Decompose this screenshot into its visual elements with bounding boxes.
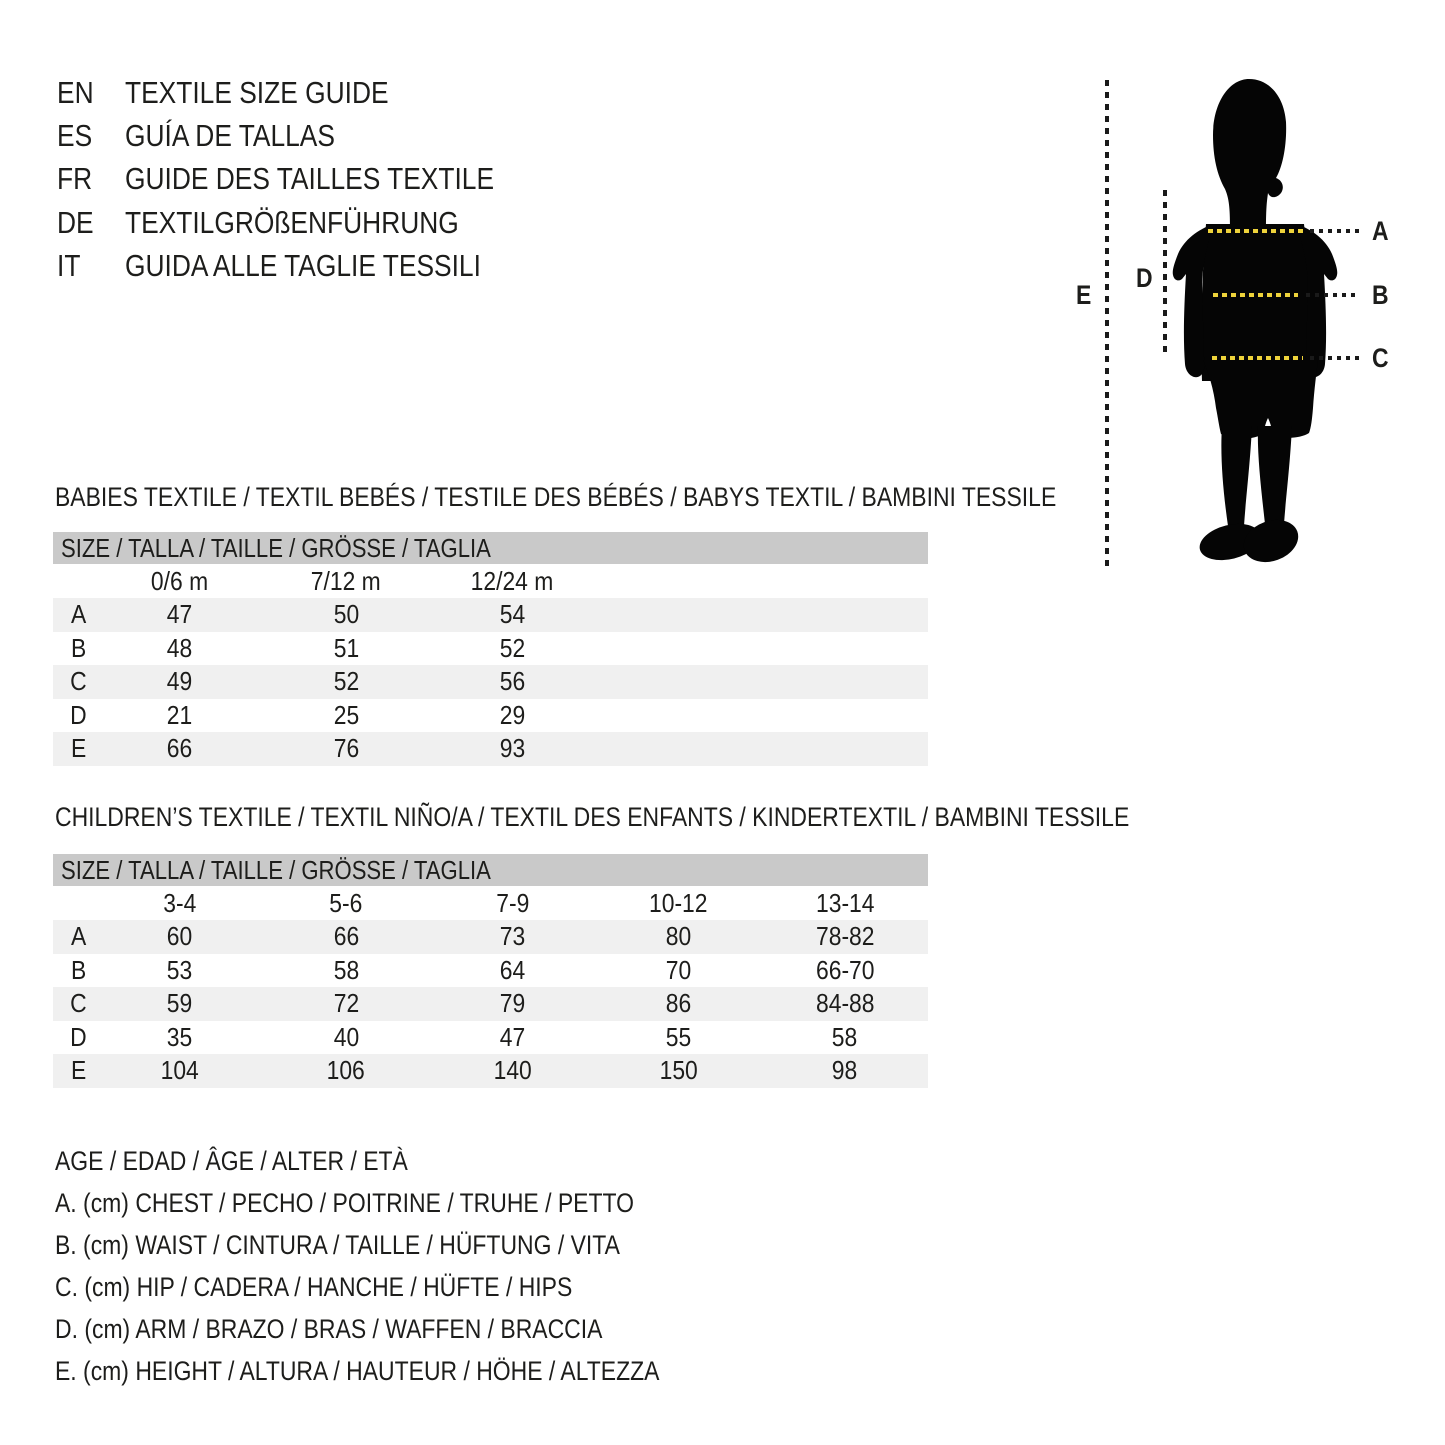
table-row: C 49 52 56 (53, 665, 928, 699)
table-row: E 104 106 140 150 98 (53, 1054, 928, 1088)
children-col-13-14: 13-14 (815, 887, 875, 918)
label-e: E (1076, 280, 1092, 310)
label-a: A (1372, 216, 1389, 246)
label-c: C (1372, 343, 1389, 373)
measurement-legend (55, 1140, 766, 1392)
children-col-5-6: 5-6 (329, 887, 363, 918)
lang-code-fr: FR (57, 161, 93, 197)
table-row: A 60 66 73 80 78-82 (53, 920, 928, 954)
table-row: B 48 51 52 (70, 632, 526, 663)
babies-age-header-row (53, 564, 928, 598)
table-row: B 53 58 64 70 66-70 (70, 954, 875, 985)
babies-col-12-24m: 12/24 m (471, 565, 554, 596)
table-row: E 66 76 93 (53, 732, 928, 766)
legend-age: AGE / EDAD / ÂGE / ALTER / ETÀ (55, 1146, 408, 1176)
babies-section-title: BABIES TEXTILE / TEXTIL BEBÉS / TESTILE DES BÉBÉS / BABYS TEXTIL / BAMBINI TESSILE (55, 482, 1057, 512)
children-col-10-12: 10-12 (649, 887, 708, 918)
table-row: C 59 72 79 86 84-88 (53, 987, 928, 1021)
table-row: D 21 25 29 (70, 699, 526, 730)
legend-chest: A. (cm) CHEST / PECHO / POITRINE / TRUHE / PETTO (55, 1188, 634, 1218)
measure-line-b-body (1213, 293, 1298, 297)
lang-code-de: DE (57, 204, 94, 240)
babies-table (53, 564, 928, 766)
measure-line-c (1310, 356, 1362, 360)
lang-code-en: EN (57, 74, 94, 110)
lang-code-it: IT (57, 247, 81, 283)
measure-line-a-body (1208, 229, 1304, 233)
legend-hip: C. (cm) HIP / CADERA / HANCHE / HÜFTE / HIPS (55, 1272, 573, 1302)
children-col-3-4: 3-4 (163, 887, 197, 918)
babies-size-table (53, 532, 928, 766)
lang-code-es: ES (57, 117, 93, 153)
measurement-figure (0, 0, 1445, 620)
children-section-title: CHILDREN’S TEXTILE / TEXTIL NIÑO/A / TEXTIL DES ENFANTS / KINDERTEXTIL / BAMBINI TESSILE (55, 802, 1130, 832)
children-table (53, 886, 928, 1088)
label-d: D (1136, 263, 1153, 293)
lang-title-de: TEXTILGRÖßENFÜHRUNG (125, 204, 459, 240)
measure-line-c-body (1212, 356, 1303, 360)
lang-title-en: TEXTILE SIZE GUIDE (125, 74, 389, 110)
label-b: B (1372, 280, 1389, 310)
measure-line-a (1310, 229, 1362, 233)
lang-title-fr: GUIDE DES TAILLES TEXTILE (125, 161, 495, 197)
table-row: A 47 50 54 (53, 598, 928, 632)
babies-col-0-6m: 0/6 m (151, 565, 209, 596)
lang-title-it: GUIDA ALLE TAGLIE TESSILI (125, 247, 481, 283)
children-size-table (53, 854, 928, 1088)
babies-col-7-12m: 7/12 m (311, 565, 382, 596)
legend-height: E. (cm) HEIGHT / ALTURA / HAUTEUR / HÖHE / ALTEZZA (55, 1356, 660, 1386)
legend-waist: B. (cm) WAIST / CINTURA / TAILLE / HÜFTUNG / VITA (55, 1230, 620, 1260)
measure-line-b (1306, 293, 1358, 297)
children-age-header-row (53, 886, 928, 920)
table-row: D 35 40 47 55 58 (70, 1021, 858, 1052)
babies-size-header-bar: SIZE / TALLA / TAILLE / GRÖSSE / TAGLIA (53, 532, 928, 564)
children-size-header-bar: SIZE / TALLA / TAILLE / GRÖSSE / TAGLIA (53, 854, 928, 886)
legend-arm: D. (cm) ARM / BRAZO / BRAS / WAFFEN / BRACCIA (55, 1314, 603, 1344)
lang-title-es: GUÍA DE TALLAS (125, 117, 335, 153)
measure-line-d (1163, 190, 1167, 352)
children-col-7-9: 7-9 (495, 887, 529, 918)
